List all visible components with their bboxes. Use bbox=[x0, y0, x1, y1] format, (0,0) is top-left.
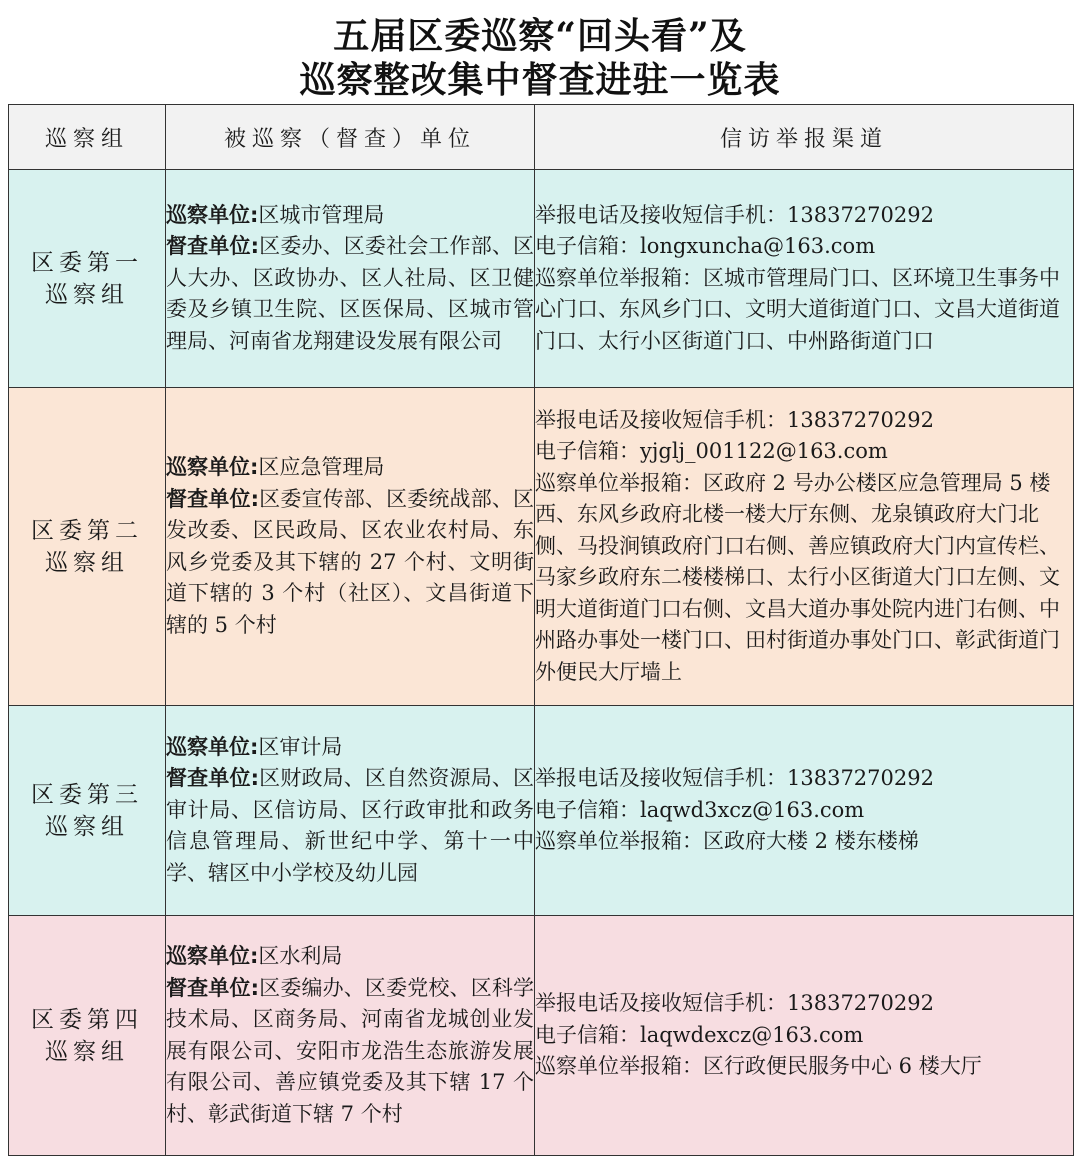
page-title-line2: 巡察整改集中督查进驻一览表 bbox=[299, 59, 781, 101]
units-cell bbox=[166, 388, 535, 706]
units-cell bbox=[166, 170, 535, 388]
group-name-line2: 巡察组 bbox=[45, 1038, 129, 1065]
channels-cell bbox=[535, 706, 1074, 916]
group-name-line1: 区委第二 bbox=[31, 517, 143, 544]
group-name-line2: 巡察组 bbox=[45, 813, 129, 840]
supervise-units: 区财政局、区自然资源局、区审计局、区信访局、区行政审批和政务信息管理局、新世纪中学、第十一中学、辖区中小学校及幼儿园 bbox=[166, 766, 534, 885]
page-title-line1: 五届区委巡察“回头看”及 bbox=[333, 15, 747, 57]
header-group: 巡察组 bbox=[9, 105, 166, 170]
patrol-label: 巡察单位: bbox=[166, 455, 259, 479]
group-name-line2: 巡察组 bbox=[45, 549, 129, 576]
report-email: 电子信箱：yjglj_001122@163.com bbox=[535, 439, 888, 464]
group-name-line1: 区委第三 bbox=[31, 781, 143, 808]
supervise-label: 督查单位: bbox=[166, 486, 260, 511]
report-mailbox: 巡察单位举报箱：区政府 2 号办公楼区应急管理局 5 楼西、东风乡政府北楼一楼大厅东侧、龙泉镇政府大门北侧、马投涧镇政府门口右侧、善应镇政府大门内宣传栏、马家乡政府东二楼楼梯口、太行小区街道大门口左侧、文明大道街道门口右侧、文昌大道办事处院内进门右侧、中州路办事处一楼门口、田村街道办事处门口、彰武街道门外便民大厅墙上 bbox=[535, 470, 1060, 684]
report-email: 电子信箱：longxuncha@163.com bbox=[535, 234, 876, 259]
patrol-label: 巡察单位: bbox=[166, 202, 259, 227]
patrol-unit: 区水利局 bbox=[258, 944, 343, 968]
supervise-label: 督查单位: bbox=[166, 766, 260, 791]
report-email: 电子信箱：laqwd3xcz@163.com bbox=[535, 797, 865, 822]
supervise-units: 区委办、区委社会工作部、区人大办、区政协办、区人社局、区卫健委及乡镇卫生院、区医保局、区城市管理局、河南省龙翔建设发展有限公司 bbox=[166, 234, 534, 353]
report-mailbox: 巡察单位举报箱：区城市管理局门口、区环境卫生事务中心门口、东风乡门口、文明大道街道门口、文昌大道街道门口、太行小区街道门口、中州路街道门口 bbox=[535, 265, 1060, 353]
report-mailbox: 巡察单位举报箱：区行政便民服务中心 6 楼大厅 bbox=[535, 1054, 982, 1079]
report-email: 电子信箱：laqwdexcz@163.com bbox=[535, 1022, 864, 1047]
table-row bbox=[9, 170, 1074, 388]
patrol-label: 巡察单位: bbox=[166, 734, 259, 759]
report-phone: 举报电话及接收短信手机：13837270292 bbox=[535, 766, 934, 791]
report-phone: 举报电话及接收短信手机：13837270292 bbox=[535, 407, 934, 432]
patrol-label: 巡察单位: bbox=[166, 944, 259, 968]
group-name-line1: 区委第四 bbox=[31, 1006, 143, 1033]
group-name-cell bbox=[9, 170, 166, 388]
report-phone: 举报电话及接收短信手机：13837270292 bbox=[535, 202, 934, 227]
table-header-row bbox=[9, 105, 1074, 170]
channels-cell bbox=[535, 388, 1074, 706]
header-channels: 信访举报渠道 bbox=[535, 105, 1074, 170]
group-name-cell bbox=[9, 916, 166, 1156]
patrol-unit: 区审计局 bbox=[258, 734, 343, 759]
patrol-unit: 区城市管理局 bbox=[258, 202, 385, 227]
supervise-units: 区委宣传部、区委统战部、区发改委、区民政局、区农业农村局、东风乡党委及其下辖的 27 个村、文明街道下辖的 3 个村（社区）、文昌街道下辖的 5 个村 bbox=[166, 486, 534, 637]
report-mailbox: 巡察单位举报箱：区政府大楼 2 楼东楼梯 bbox=[535, 829, 919, 854]
channels-cell bbox=[535, 916, 1074, 1156]
supervise-units: 区委编办、区委党校、区科学技术局、区商务局、河南省龙城创业发展有限公司、安阳市龙浩生态旅游发展有限公司、善应镇党委及其下辖 17 个村、彰武街道下辖 7 个村 bbox=[166, 975, 534, 1126]
header-units: 被巡察（督查）单位 bbox=[166, 105, 535, 170]
supervise-label: 督查单位: bbox=[166, 975, 260, 1000]
inspection-table bbox=[8, 104, 1074, 1156]
units-cell bbox=[166, 916, 535, 1156]
group-name-line1: 区委第一 bbox=[31, 249, 143, 276]
supervise-label: 督查单位: bbox=[166, 234, 260, 259]
table-row bbox=[9, 388, 1074, 706]
channels-cell bbox=[535, 170, 1074, 388]
patrol-unit: 区应急管理局 bbox=[258, 455, 385, 479]
group-name-cell bbox=[9, 388, 166, 706]
group-name-cell bbox=[9, 706, 166, 916]
report-phone: 举报电话及接收短信手机：13837270292 bbox=[535, 991, 934, 1016]
table-row bbox=[9, 916, 1074, 1156]
units-cell bbox=[166, 706, 535, 916]
table-row bbox=[9, 706, 1074, 916]
group-name-line2: 巡察组 bbox=[45, 281, 129, 308]
